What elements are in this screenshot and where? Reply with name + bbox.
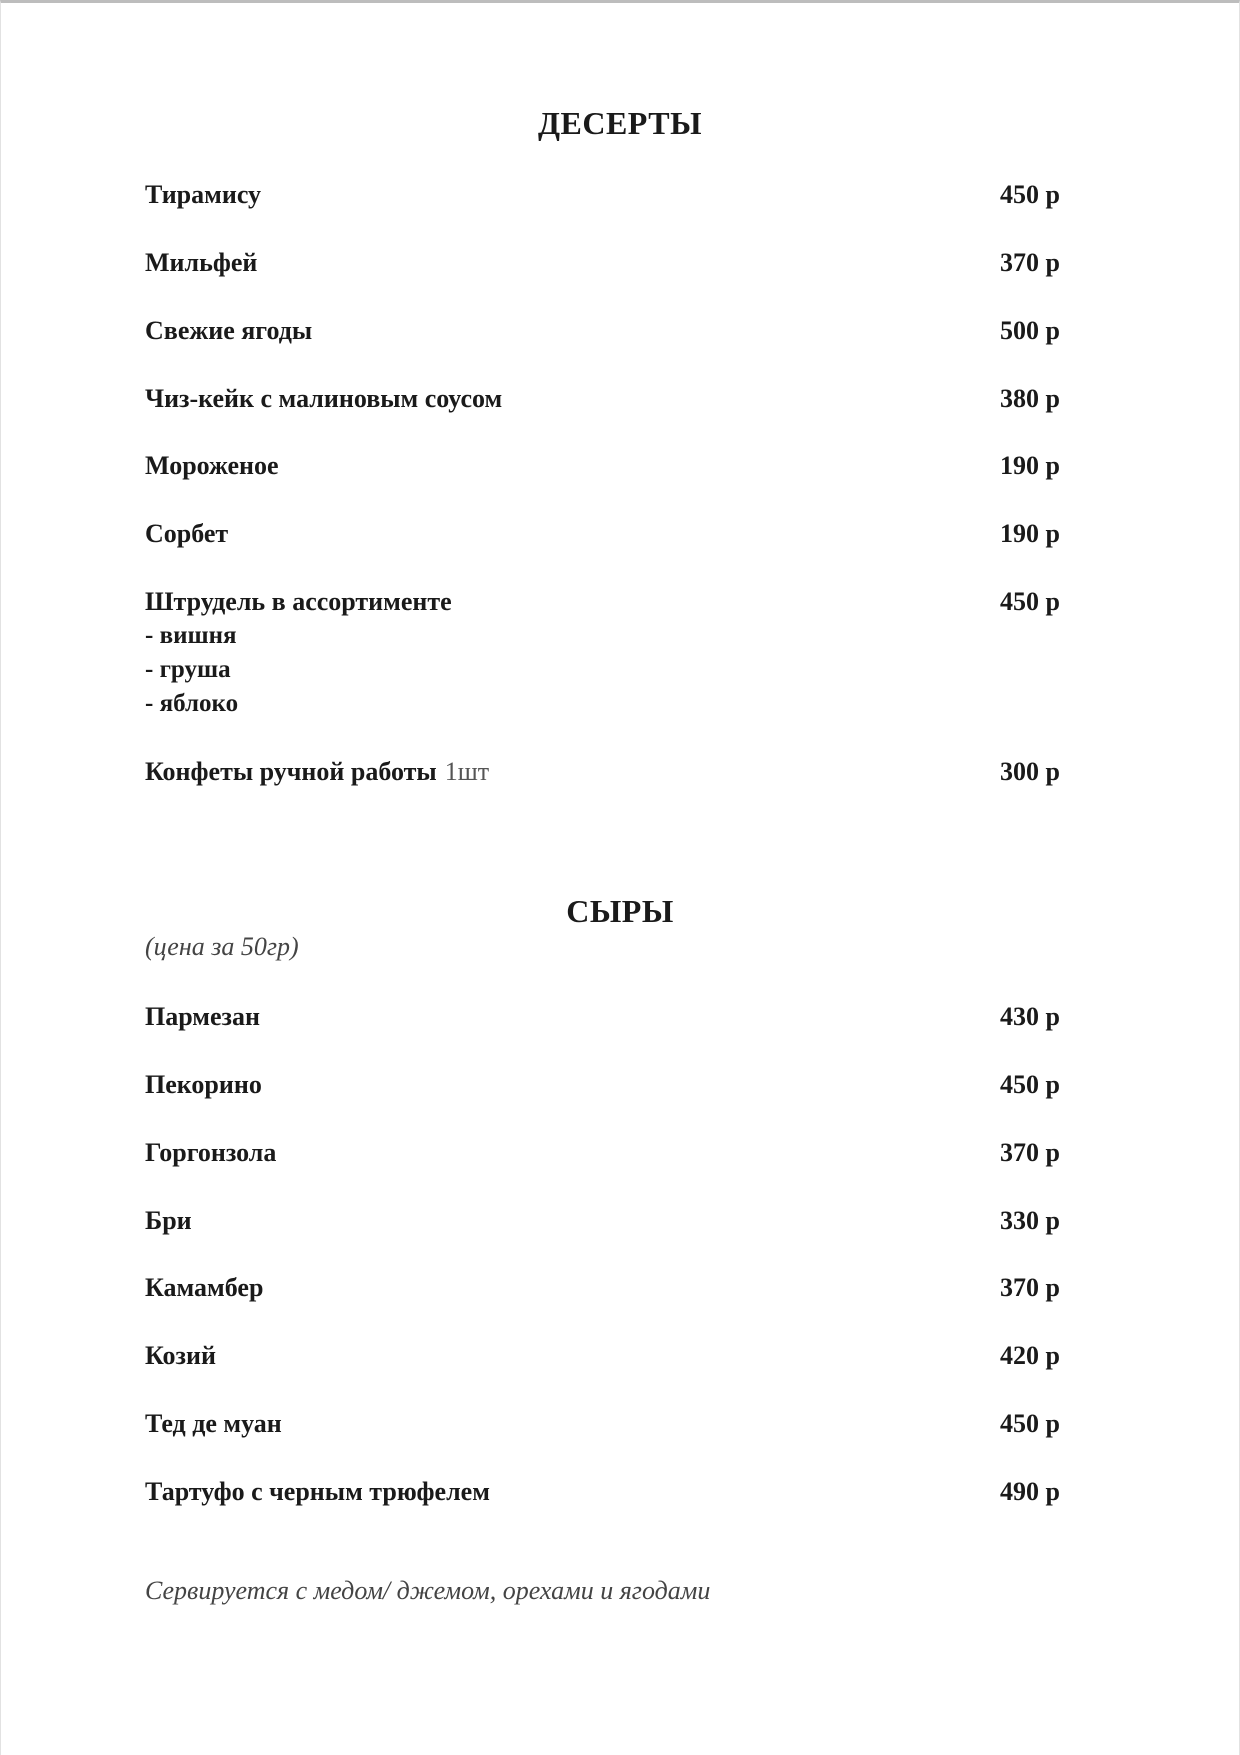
desserts-title: ДЕСЕРТЫ <box>537 105 702 141</box>
menu-item <box>145 1000 1090 1034</box>
item-name: Козий <box>145 1341 216 1370</box>
item-price: 450 р <box>1000 1409 1060 1438</box>
menu-item <box>145 1136 1090 1170</box>
item-name: Штрудель в ассортименте <box>145 587 452 616</box>
item-price: 450 р <box>1000 180 1060 209</box>
menu-item <box>145 178 1090 212</box>
item-name: Сорбет <box>145 519 229 548</box>
item-name: Горгонзола <box>145 1138 277 1167</box>
menu-item <box>145 755 1090 789</box>
item-price: 500 р <box>1000 316 1060 345</box>
item-name: Пармезан <box>145 1002 260 1031</box>
item-name: Бри <box>145 1206 192 1235</box>
menu-item <box>145 517 1090 551</box>
item-option: - яблоко <box>145 690 239 717</box>
menu-item <box>145 449 1090 483</box>
menu-item <box>145 1339 1090 1373</box>
item-name: Пекорино <box>145 1070 262 1099</box>
item-price: 330 р <box>1000 1206 1060 1235</box>
item-option: - вишня <box>145 622 237 649</box>
menu-item <box>145 382 1090 416</box>
item-unit: 1шт <box>444 757 490 786</box>
item-price: 370 р <box>1000 1273 1060 1302</box>
item-name: Тирамису <box>145 180 262 209</box>
item-price: 380 р <box>1000 384 1060 413</box>
item-price: 370 р <box>1000 1138 1060 1167</box>
item-name: Свежие ягоды <box>145 316 313 345</box>
cheeses-price-note: (цена за 50гр) <box>145 932 299 961</box>
menu-item-strudel <box>145 585 1090 721</box>
item-name: Камамбер <box>145 1273 264 1302</box>
menu-item <box>145 246 1090 280</box>
item-price: 300 р <box>1000 757 1060 786</box>
cheeses-serving-note: Сервируется с медом/ джемом, орехами и ягодами <box>145 1576 711 1605</box>
item-option: - груша <box>145 656 231 683</box>
item-name: Тед де муан <box>145 1409 282 1438</box>
item-name: Мороженое <box>145 451 279 480</box>
menu-item <box>145 1407 1090 1441</box>
item-price: 190 р <box>1000 519 1060 548</box>
item-name: Конфеты ручной работы <box>145 757 437 786</box>
item-price: 370 р <box>1000 248 1060 277</box>
cheeses-title: СЫРЫ <box>566 893 674 929</box>
menu-item <box>145 314 1090 348</box>
menu-item <box>145 1068 1090 1102</box>
item-name: Мильфей <box>145 248 258 277</box>
item-price: 450 р <box>1000 587 1060 616</box>
menu-item <box>145 1475 1090 1509</box>
menu-item <box>145 1271 1090 1305</box>
item-price: 420 р <box>1000 1341 1060 1370</box>
item-price: 190 р <box>1000 451 1060 480</box>
item-name: Чиз-кейк с малиновым соусом <box>145 384 503 413</box>
menu-item <box>145 1204 1090 1238</box>
item-price: 490 р <box>1000 1477 1060 1506</box>
item-price: 450 р <box>1000 1070 1060 1099</box>
item-price: 430 р <box>1000 1002 1060 1031</box>
item-name: Тартуфо с черным трюфелем <box>145 1477 490 1506</box>
